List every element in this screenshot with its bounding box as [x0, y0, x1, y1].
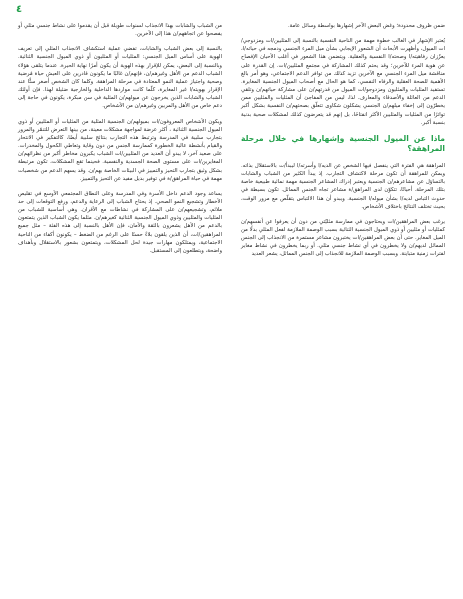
paragraph: ويكون الأشخاص المعروفون/ات بميولهم/ن الجنسية المثلية من المثليات أو المثليين أو ذوي الميول الجنسية الثنائية ، أكثر عرضة لمواجهة مشكلات معينة، من بينها التعرض للتنمّر والمرور بتجارب سلبية في المدرسة وترتبط هذه التجارب بنتائج سلبية أيضًا، كالتفكير في الانتحار والقيام بأنشطة عالية الخطورة كممارسة الجنس من دون وقاية وتعاطي الكحول والمخدرات. على صعيد آخر، لا يبدو أن العديد من المثليين/ات الشباب يكبرون مخاطر أكبر من نظرائهم/ن المغايرين/ات على مستوى الصحة الجسدية والنفسية. فحينما تقع المشكلات، تكون مرتبطة بشكل وثيق بتجارب التحيز والتمييز في البيئات الخاصة بهم/ن. وقد يسهم الدعم من شخصيات مهمة في حياة المراهق/ة في توفير بديل مفيد عن التحيز والتمييز.	[18, 118, 222, 182]
right-column	[241, 22, 445, 266]
paragraph: من الشباب والشابات بهذا الانجذاب لسنوات طويلة قبل أن يقدموا على نشاط جنسي مثلي أو يفصحوا عن اتجاههم/ن هذا إلى الآخرين.	[18, 23, 222, 38]
paragraph: المراهقة هي الفترة التي ينفصل فيها الشخص عن الديه/ا وأسرته/ا ليبدأ/ت بالاستقلال بذاته. ويمكن للمراهقة أن تكون مرحلة لاكتشاف التجارب. إذ يبدأ الكثير من الشباب والشابات بالتساؤل عن مشاعرهم/ن الجنسية ويعتبر إدراك المشاعر الجنسية مهمة نمائية طبيعية خاصة بتلك المرحلة. أحيانًا، تتكوّن لدى المراهق/ة مشاعر تجاه الجنس المماثل. تكون بسيطة في حدوث التباس لديه/ا بشأن ميوله/ا الجنسية. ويبدو أن هذا الالتباس يتقلّص مع مرور الوقت، بحيث تختلف النتائج باختلاف الأشخاص.	[241, 162, 445, 210]
section-heading: ماذا عن الميول الجنسية وإشهارها في خلال مرحلة المراهقة؟	[241, 133, 445, 153]
page-number: ٤	[16, 4, 23, 15]
paragraph: يساعد وجود الدعم داخل الأسرة وفي المدرسة وعلى النطاق المجتمعي الأوسع في تقليص الأخطار وتشجيع النمو الصحي. إذ يحتاج الشباب إلى الرعاية والدعم، ورفع التوقعات إلى حد ملائم، وتشجيعهم/ن على المشاركة في نشاطات مع الأقران. وهي أساسية للشباب من المثليات والمثليين وذوي الميول الجنسية الثنائية كغيرهم/ن. مثلما يكون الشباب الذين يتمتعون بالدعم من الأهل يشعرون بالثقة والأمان، فإن الأهل بالنسبة إلى هذه الفئة – مثل جميع المراهقين/ات، أن الذين يلقون بلاءً حسنًا على الرغم من الضغط – يكونون أكفاء من الناحية الاجتماعية، ويمتلكون مهارات جيدة لحل المشكلات، ويتمتعون بشعور بالاستقلال وبأهداف واضحة، ويتطلعون إلى المستقبل.	[18, 190, 222, 254]
paragraph: بالنسبة إلى بعض الشباب والشابات، تفضي عملية استكشاف الانجذاب المثلي إلى تعريف الهوية على أساس الميل الجنسي: المثليات أو المثليون أو ذوي الميول الجنسية الثنائية. وبالنسبة إلى البعض، يمكن للإقرار بهذه الهوية أن يكون أمرًا نهاية الحيرة. عندما يتلقى هؤلاء الشباب الدعم من الأهل وغيرهم/ن، فإنهم/ن غالبًا ما يكونون قادرين على العيش حياة مُرضية وصحية واجتياز عملية النمو المعتادة في مرحلة المراهقة. وكلما كان الشخص أصغر سنًّا عند الإقرار بهويته/ا غير المغايرة، كلّما كانت مواردها الداخلية والخارجية ضئيلة لهذا. فإن أولئك الشباب والشابات الذين يخرجون عن ميولهم/ن المثلية في سن مبكرة، يكونون في حاجة إلى دعم خاص من الأهل والمربين وغيرهم/ن من الأشخاص.	[18, 46, 222, 110]
paragraph: ضمن ظروف محدودة؛ وغض البعض الآخر إشهارها بواسطة وسائل عامة.	[287, 23, 445, 29]
paragraph: يُعتبر الإشهار في الغالب خطوة مهمة من الناحية النفسية بالنسبة إلى المثليين/ات ومزدوجي/ات الميول، وأظهرت الأبحاث أن الشعور الإيجابي بشأن ميل المرء الجنسي ودمجه في حياته/ا، يعزّزان رفاهيته/ا وصحته/ا النفسية والعقلية. ويتضمن هذا الشعور في أغلب الأحيان الإفصاح عن هوية المرء للآخرين؛ وقد يحتم كذلك المشاركة في مجتمع المثليين/ات. إن القدرة على مناقشة ميل المرء الجنسي مع الآخرين تزيد كذلك من توافر الدعم الاجتماعي، وهو أمر بالغ الأهمية للصحة العقلية والرفاه النفسي، كما هو الحال مع أصحاب الميول الجنسية المغايرة. تستفيد المثليات والمثليون ومزدوجو/ات الميول من قدرتهم/ن على مشاركة حياتهم/ن وتلقي الدعم من العائلة والأصدقاء والمعارف. لذا، ليس من المفاجئ أن المثليات والمثليين ممن يخطرّون إلى إخفاء ميلهم/ن الجنسي يشكلون شكاوى تتعلّق بصحتهم/ن النفسية بشكل أكبر تواترًا من المثليات والمثليين الأكثر انفتاحًا، بل إنهم قد يتعرضون كذلك لمشكلات صحية بدنية بنسبة أكبر.	[241, 38, 445, 126]
paragraph: يرغب بعض المراهقين/ات ويحتاجون في ممارسة مثليّتي من دون أن يعرفوا عن أنفسهم/ن كمثليات أو مثليين أو ذوي الميول الجنسية الثنائية بسبب الوصمة الملازمة لفعل المثلي بدلًا من الميل المغاير. حتى أن بعض المراهقين/ات يختبرون مشاعر مستمرة من الانجذاب إلى الجنس المماثل لديهم/ن ولا يخطرون في أي نشاط جنسي مثلي. أو ربما يخطرون في نشاط مغاير لفترات زمنية متباينة. وبسبب الوصمة الملازمة للانجذاب إلى الجنس المماثل، يشعر العديد	[241, 218, 445, 258]
left-column	[18, 22, 222, 262]
